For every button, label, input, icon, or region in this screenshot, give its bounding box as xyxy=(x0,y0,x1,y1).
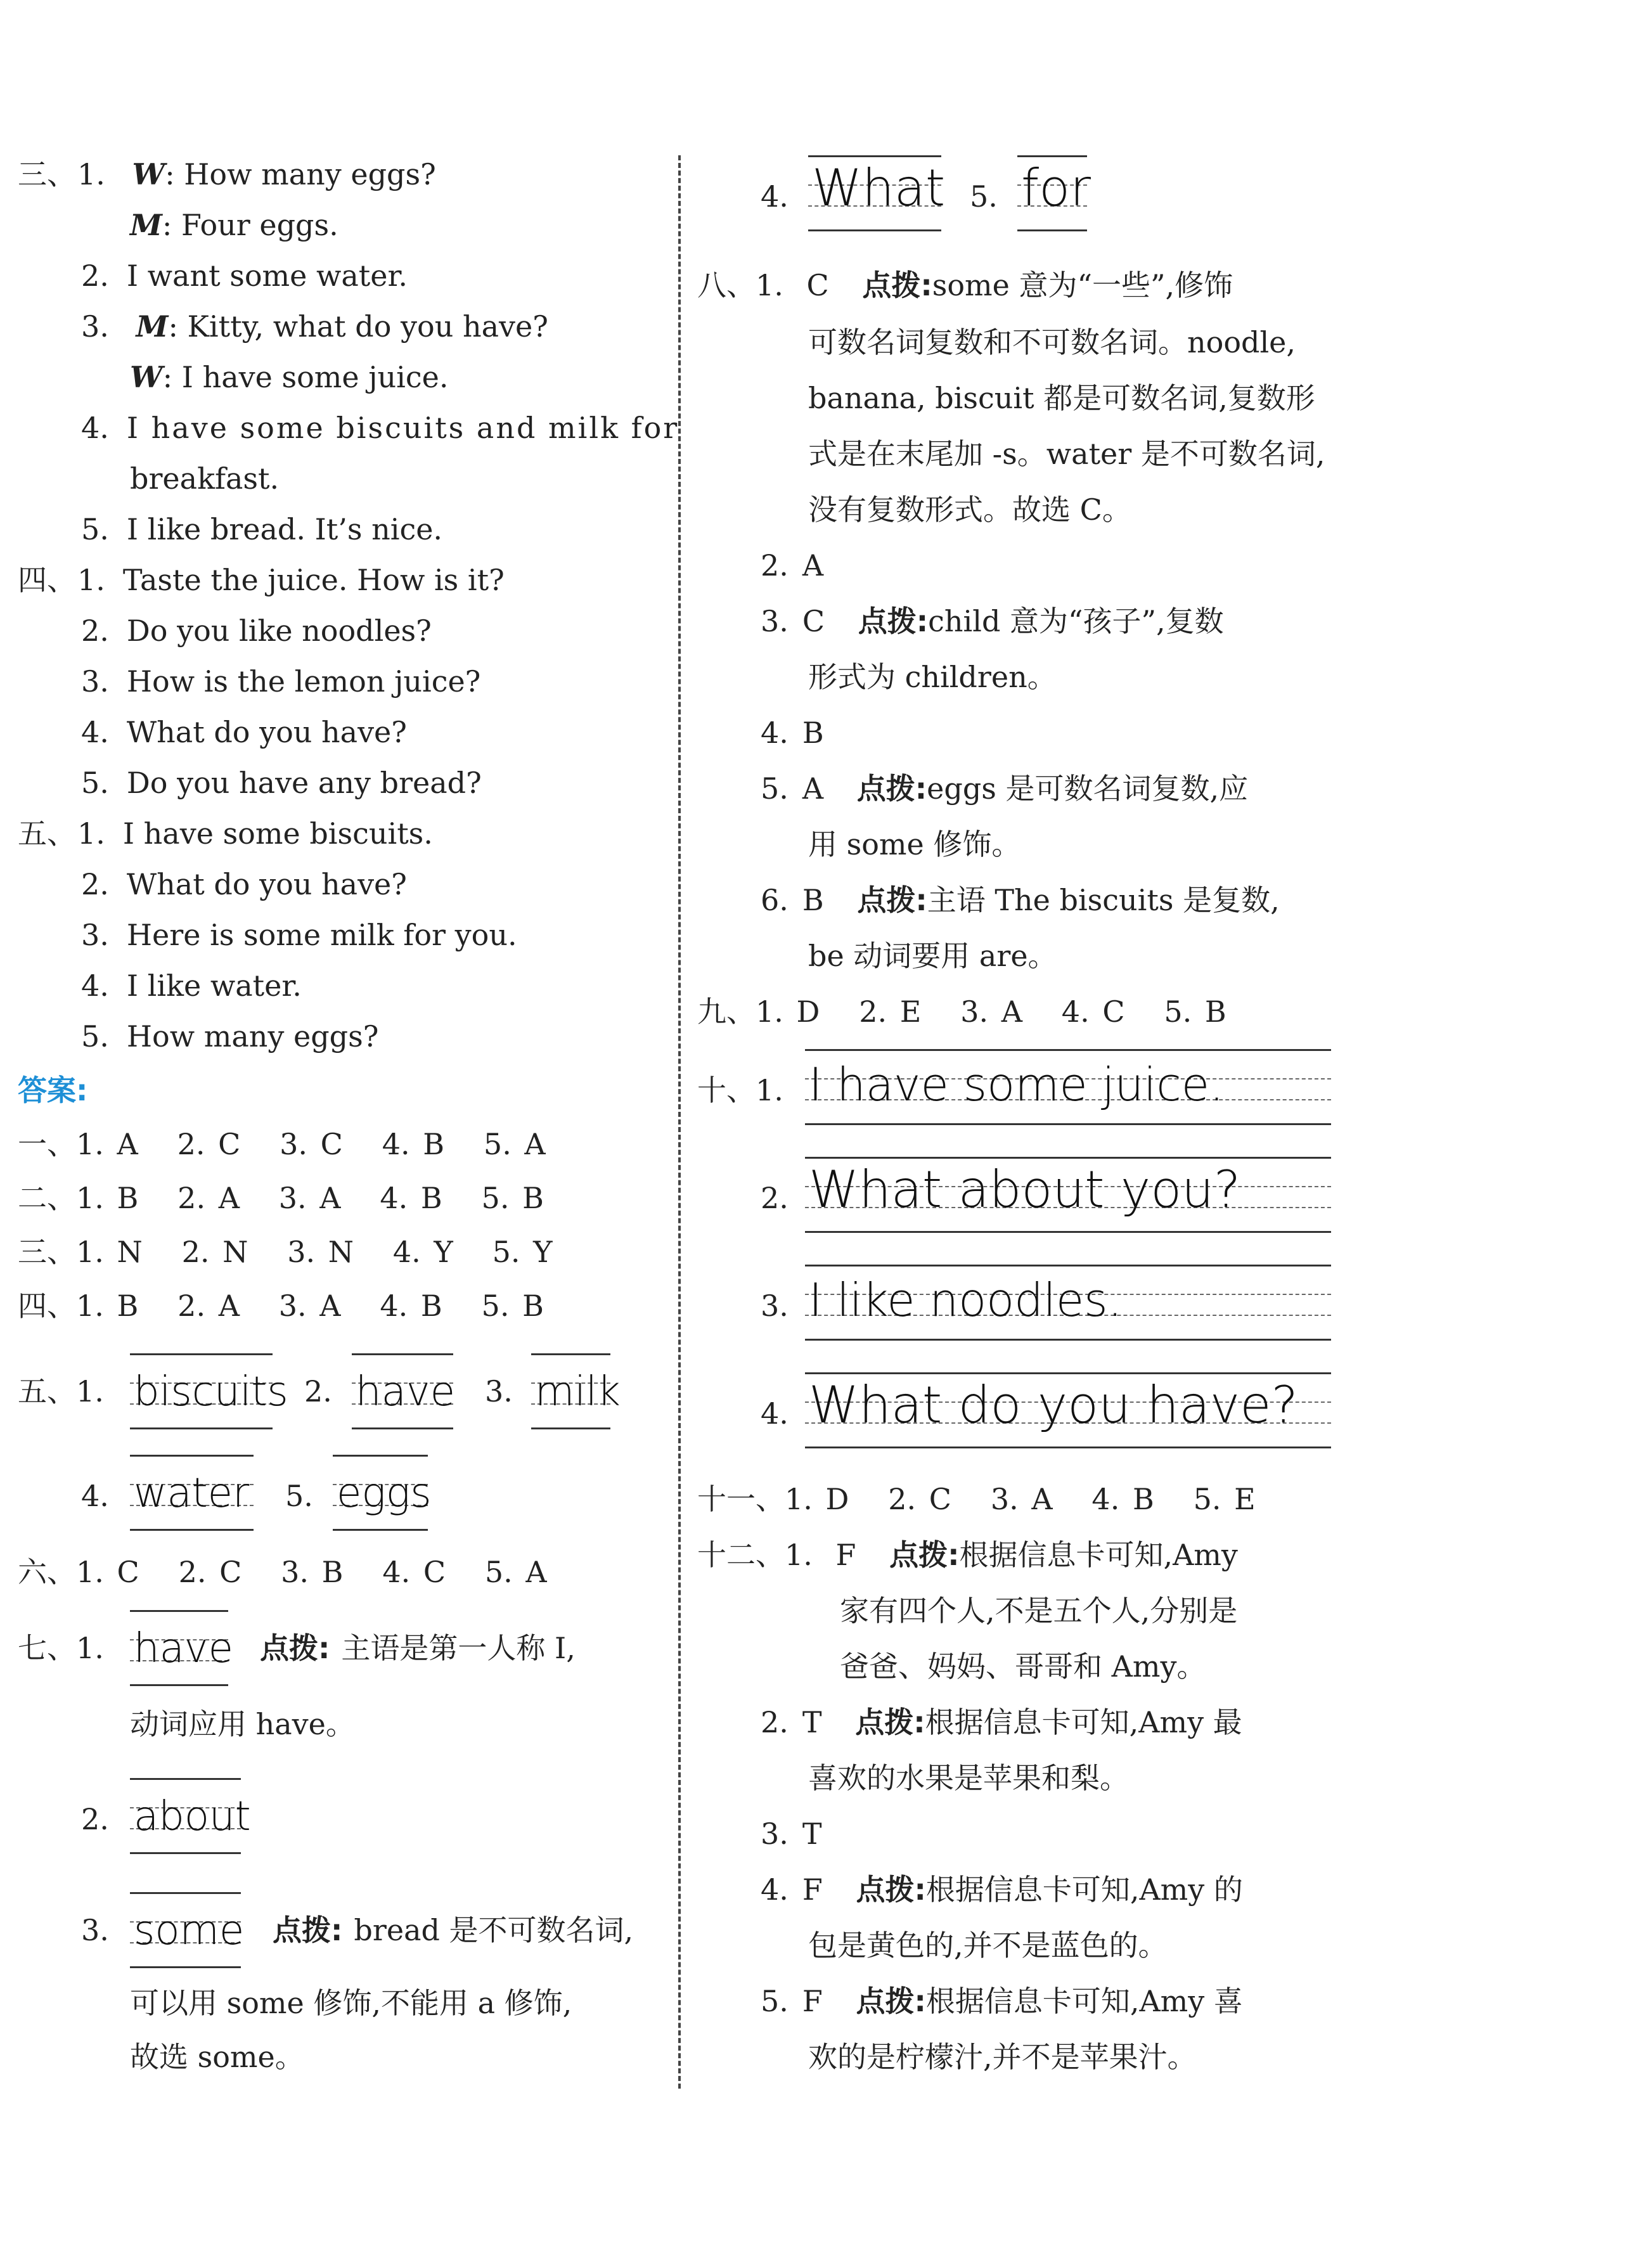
handwritten-word: biscuits xyxy=(134,1369,288,1416)
item-number: 3. xyxy=(761,1289,789,1323)
s5-item-2: 2. What do you have? xyxy=(81,867,407,901)
writing-box-for xyxy=(1017,155,1091,231)
handwritten-word: have xyxy=(134,1625,234,1673)
handwritten-word: milk xyxy=(535,1369,621,1416)
section-number: 一、 xyxy=(18,1127,76,1161)
s3-item-4-line-2: breakfast. xyxy=(130,461,280,496)
item-text: What do you have? xyxy=(126,715,407,749)
item-text: How many eggs? xyxy=(126,1019,379,1053)
section-number: 三、 xyxy=(18,157,76,191)
dialogue-text: : I have some juice. xyxy=(162,360,449,394)
answer-row-5 xyxy=(18,1372,104,1410)
item-number: 3. xyxy=(761,1817,789,1851)
a12-line-2 xyxy=(761,1703,1242,1741)
hint-label: 点拨: xyxy=(889,1538,960,1572)
answer-letter: T xyxy=(802,1705,822,1739)
item-number: 3. xyxy=(761,604,789,638)
section-number: 十二、 xyxy=(697,1538,785,1572)
item-number: 2. xyxy=(761,1181,789,1215)
item-number: 1. xyxy=(756,1073,783,1107)
answer-text: 1. B 2. A 3. A 4. B 5. B xyxy=(76,1181,544,1215)
answer-letter: B xyxy=(802,883,824,917)
answer-text: 1. N 2. N 3. N 4. Y 5. Y xyxy=(76,1235,553,1269)
s3-item-2 xyxy=(81,257,408,295)
item-number: 5. xyxy=(761,1984,789,2018)
item-number: 4. xyxy=(81,411,109,445)
speaker-label: M xyxy=(136,309,169,344)
item-number: 2. xyxy=(304,1374,332,1408)
s4-item-3: 3. How is the lemon juice? xyxy=(81,664,481,699)
hint-line: 用 some 修饰。 xyxy=(808,827,1021,861)
item-text: What do you have? xyxy=(126,867,407,901)
s5-item-5: 5. How many eggs? xyxy=(81,1019,379,1053)
section-number: 三、 xyxy=(18,1235,76,1269)
a12-line-3 xyxy=(761,1815,822,1853)
hint-text: some 意为“一些”,修饰 xyxy=(932,268,1233,302)
writing-box-eggs xyxy=(333,1455,432,1531)
item-number: 1. xyxy=(77,157,105,191)
hint-label: 点拨: xyxy=(856,1984,926,2018)
a8-line-5 xyxy=(761,770,1248,808)
hint-label: 点拨: xyxy=(856,1872,926,1907)
hint-line: be 动词要用 are。 xyxy=(808,939,1057,973)
hint-line: 喜欢的水果是苹果和梨。 xyxy=(808,1761,1129,1795)
item-text: I have some biscuits. xyxy=(122,816,433,851)
item-number: 5. xyxy=(761,771,789,806)
item-number: 1. xyxy=(76,1374,104,1408)
hint-label: 点拨: xyxy=(273,1913,343,1947)
writing-line-4 xyxy=(805,1372,1331,1448)
s4-item-4: 4. What do you have? xyxy=(81,715,407,749)
answer-row-3 xyxy=(18,1233,553,1271)
item-number: 5. xyxy=(285,1479,313,1513)
handwritten-word: about xyxy=(134,1793,251,1841)
item-number: 5. xyxy=(970,179,998,214)
hint-label: 点拨: xyxy=(857,883,927,917)
writing-box-what xyxy=(808,155,946,231)
section-number: 九、 xyxy=(697,995,756,1029)
hint-label: 点拨: xyxy=(855,1705,925,1739)
writing-box-have xyxy=(352,1353,456,1429)
hint-line: 式是在末尾加 -s。water 是不可数名词, xyxy=(808,437,1325,471)
s3-item-1-line-2 xyxy=(130,206,338,244)
item-number: 3. xyxy=(81,309,109,344)
item-number: 4. xyxy=(81,1479,109,1513)
a12-line-5 xyxy=(761,1982,1243,2020)
item-text: I want some water. xyxy=(126,259,408,293)
hint-text: 主语是第一人称 I, xyxy=(341,1631,576,1665)
answer-text: 1. B 2. A 3. A 4. B 5. B xyxy=(76,1289,544,1323)
handwritten-word: What xyxy=(812,158,946,218)
hint-text: 根据信息卡可知,Amy 最 xyxy=(925,1705,1242,1739)
answer-row-2 xyxy=(18,1179,544,1217)
hint-line xyxy=(260,1629,576,1667)
writing-box-milk xyxy=(531,1353,621,1429)
item-number: 5. xyxy=(81,512,109,546)
hint-text: child 意为“孩子”,复数 xyxy=(928,604,1224,638)
answer-letter: T xyxy=(802,1817,822,1851)
s3-item-1 xyxy=(18,155,436,193)
hint-line: 形式为 children。 xyxy=(808,660,1057,694)
handwritten-word: water xyxy=(134,1470,250,1517)
item-number: 1. xyxy=(76,1631,104,1665)
a12-line-4 xyxy=(761,1871,1243,1909)
writing-line-3 xyxy=(805,1265,1331,1341)
answer-text: 1. D 2. C 3. A 4. B 5. E xyxy=(785,1482,1256,1516)
item-text: Here is some milk for you. xyxy=(126,918,517,952)
hint-label: 点拨: xyxy=(260,1631,330,1665)
speaker-label: W xyxy=(132,157,165,191)
handwritten-word: for xyxy=(1021,158,1091,218)
hint-line: 包是黄色的,并不是蓝色的。 xyxy=(808,1928,1168,1962)
answer-letter: F xyxy=(802,1872,823,1907)
item-number: 3. xyxy=(81,1913,109,1947)
hint-label: 点拨: xyxy=(856,771,927,806)
handwritten-sentence: I like noodles. xyxy=(809,1273,1123,1327)
s4-item-2: 2. Do you like noodles? xyxy=(81,614,432,648)
answers-heading: 答案: xyxy=(18,1073,88,1107)
section-number: 十一、 xyxy=(697,1482,785,1516)
s5-item-1: 五、1. I have some biscuits. xyxy=(18,816,433,851)
item-text: I have some biscuits and milk for xyxy=(126,411,679,445)
item-number: 1. xyxy=(756,268,783,302)
a8-line-2 xyxy=(761,546,823,584)
handwritten-sentence: What about you? xyxy=(809,1160,1241,1220)
item-text: How is the lemon juice? xyxy=(126,664,481,699)
answer-row-7 xyxy=(18,1629,104,1667)
handwritten-word: eggs xyxy=(337,1470,432,1517)
speaker-label: W xyxy=(130,360,163,394)
hint-label: 点拨: xyxy=(858,604,929,638)
hint-text: 主语 The biscuits 是复数, xyxy=(927,883,1280,917)
hint-line: 没有复数形式。故选 C。 xyxy=(808,493,1131,527)
a8-line-6 xyxy=(761,881,1280,919)
s5-item-3: 3. Here is some milk for you. xyxy=(81,918,517,952)
s5-item-4: 4. I like water. xyxy=(81,969,302,1003)
item-number: 2. xyxy=(81,259,109,293)
hint-line: 爸爸、妈妈、哥哥和 Amy。 xyxy=(840,1649,1206,1684)
hint-line-3: 故选 some。 xyxy=(130,2040,304,2074)
hint-text: 根据信息卡可知,Amy 喜 xyxy=(925,1984,1243,2018)
hint-text: bread 是不可数名词, xyxy=(354,1913,634,1947)
hint-line xyxy=(273,1911,633,1949)
s4-item-5: 5. Do you have any bread? xyxy=(81,766,482,800)
answer-row-9 xyxy=(697,993,1226,1031)
item-text: Taste the juice. How is it? xyxy=(122,563,505,597)
section-number: 七、 xyxy=(18,1631,76,1665)
section-number: 五、 xyxy=(18,816,76,851)
hint-line: 可数名词复数和不可数名词。noodle, xyxy=(808,325,1296,359)
hint-line-2: 可以用 some 修饰,不能用 a 修饰, xyxy=(130,1986,572,2020)
a10-line-1 xyxy=(697,1071,783,1109)
dialogue-text: : Four eggs. xyxy=(162,208,338,242)
hint-line: banana, biscuit 都是可数名词,复数形 xyxy=(808,381,1315,415)
answer-row-4 xyxy=(18,1287,544,1325)
handwritten-word: some xyxy=(134,1907,245,1955)
item-number: 2. xyxy=(761,548,789,583)
hint-line-2: 动词应用 have。 xyxy=(130,1707,355,1741)
dialogue-text: : How many eggs? xyxy=(165,157,436,191)
section-number: 八、 xyxy=(697,268,756,302)
item-number: 2. xyxy=(81,1802,109,1836)
hint-text: eggs 是可数名词复数,应 xyxy=(927,771,1249,806)
answer-letter: A xyxy=(802,548,824,583)
s3-item-4 xyxy=(81,409,679,447)
section-number: 四、 xyxy=(18,563,76,597)
hint-text: 根据信息卡可知,Amy 的 xyxy=(925,1872,1243,1907)
s3-item-5 xyxy=(81,510,442,548)
section-number: 四、 xyxy=(18,1289,76,1323)
hint-line: 欢的是柠檬汁,并不是苹果汁。 xyxy=(808,2040,1197,2074)
hint-text: 根据信息卡可知,Amy xyxy=(959,1538,1238,1572)
s3-item-3 xyxy=(81,307,548,345)
item-number: 4. xyxy=(761,1872,789,1907)
handwritten-word: have xyxy=(356,1369,456,1416)
hint-line: 家有四个人,不是五个人,分别是 xyxy=(840,1594,1238,1628)
item-number: 1. xyxy=(785,1538,813,1572)
answer-text: 1. C 2. C 3. B 4. C 5. A xyxy=(76,1555,547,1589)
section-number: 五、 xyxy=(18,1374,76,1408)
item-number: 3. xyxy=(485,1374,513,1408)
answer-letter: F xyxy=(835,1538,856,1572)
hint-label: 点拨: xyxy=(862,268,932,302)
answer-row-1 xyxy=(18,1125,546,1163)
speaker-label: M xyxy=(130,208,162,242)
item-number: 4. xyxy=(761,716,789,750)
writing-box-have-7 xyxy=(130,1610,234,1686)
item-number: 4. xyxy=(761,179,789,214)
answer-letter: F xyxy=(802,1984,823,2018)
answer-letter: B xyxy=(802,716,824,750)
answer-row-6 xyxy=(18,1553,547,1591)
item-text: I like water. xyxy=(126,969,302,1003)
writing-box-water xyxy=(130,1455,254,1531)
a8-line-3 xyxy=(761,602,1224,640)
a12-line-1 xyxy=(697,1536,1238,1574)
writing-box-some xyxy=(130,1892,245,1968)
section-number: 六、 xyxy=(18,1555,76,1589)
item-text: Do you have any bread? xyxy=(126,766,482,800)
item-text: I like bread. It’s nice. xyxy=(126,512,443,546)
item-number: 6. xyxy=(761,883,789,917)
writing-box-biscuits xyxy=(130,1353,288,1429)
section-number: 十、 xyxy=(697,1073,756,1107)
item-text: Do you like noodles? xyxy=(126,614,432,648)
a8-line-1 xyxy=(697,266,1233,304)
item-number: 2. xyxy=(761,1705,789,1739)
section-number: 二、 xyxy=(18,1181,76,1215)
answer-row-11 xyxy=(697,1480,1256,1518)
writing-line-1 xyxy=(805,1049,1331,1125)
answer-letter: C xyxy=(806,268,829,302)
answer-letter: A xyxy=(802,771,824,806)
writing-line-2 xyxy=(805,1157,1331,1233)
handwritten-sentence: What do you have? xyxy=(809,1376,1298,1435)
answer-text: 1. A 2. C 3. C 4. B 5. A xyxy=(76,1127,546,1161)
answer-letter: C xyxy=(802,604,825,638)
dialogue-text: : Kitty, what do you have? xyxy=(168,309,548,344)
a8-line-4 xyxy=(761,714,824,752)
s3-item-3-line-2 xyxy=(130,358,448,396)
answer-text: 1. D 2. E 3. A 4. C 5. B xyxy=(756,995,1226,1029)
handwritten-sentence: I have some juice. xyxy=(809,1058,1224,1112)
s4-item-1: 四、1. Taste the juice. How is it? xyxy=(18,563,505,597)
item-number: 4. xyxy=(761,1396,789,1431)
writing-box-about xyxy=(130,1778,251,1854)
